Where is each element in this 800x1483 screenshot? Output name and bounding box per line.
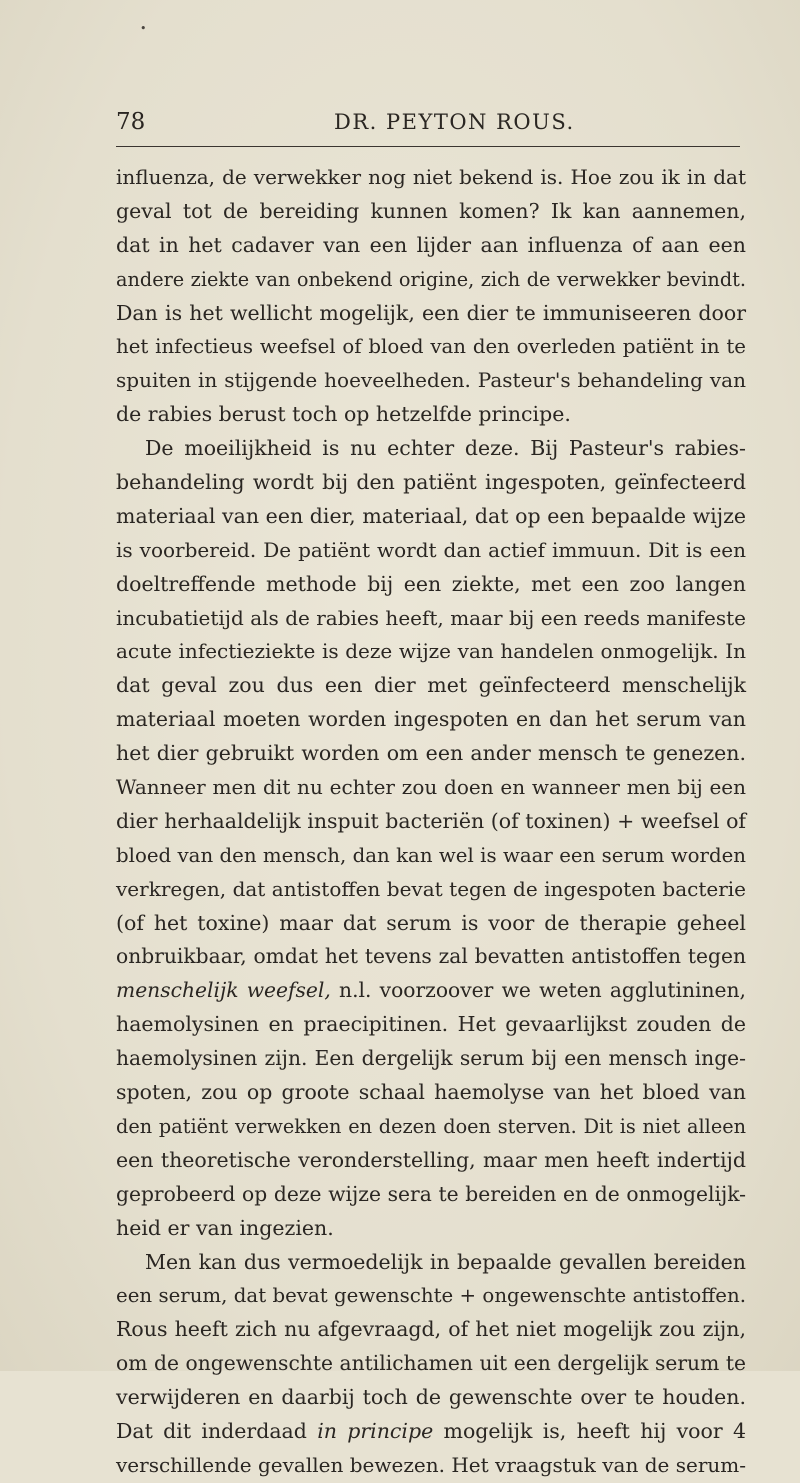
page-number: 78 [116,109,146,135]
running-head: DR. PEYTON ROUS. [334,110,575,134]
text-line: Men kan dus vermoedelijk in bepaalde gevallen bereiden [145,1249,746,1274]
text-line: verwijderen en daarbij toch de gewenschte over te houden. [116,1385,746,1410]
text-line: (of het toxine) maar dat serum is voor de therapie geheel [116,910,746,935]
italic-text: in principe [317,1418,434,1443]
text-line: is voorbereid. De patiënt wordt dan actief immuun. Dit is een [116,537,746,562]
text-line: een theoretische veronderstelling, maar men heeft indertijd [116,1147,746,1172]
text-line: haemolysinen en praecipitinen. Het gevaarlijkst zouden de [116,1012,746,1037]
text-line: den patiënt verwekken en dezen doen sterven. Dit is niet alleen [116,1114,746,1138]
text-line: Dat dit inderdaad in principe mogelijk is, heeft hij voor 4 [116,1418,746,1443]
text-line: geprobeerd op deze wijze sera te bereiden en de onmogelijk- [116,1181,746,1206]
text-line: het infectieus weefsel of bloed van den overleden patiënt in te [116,335,746,359]
text-line: andere ziekte van onbekend origine, zich de verwekker bevindt. [116,267,746,291]
text-line: dier herhaaldelijk inspuit bacteriën (of toxinen) + weefsel of [116,808,746,833]
text-line: onbruikbaar, omdat het tevens zal bevatten antistoffen tegen [116,944,746,969]
text-line: haemolysinen zijn. Een dergelijk serum bij een mensch inge- [116,1046,746,1071]
text-line: het dier gebruikt worden om een ander mensch te genezen. [116,741,746,766]
text-line: spuiten in stijgende hoeveelheden. Pasteur's behandeling van [116,368,746,393]
text-line: behandeling wordt bij den patiënt ingespoten, geïnfecteerd [116,470,746,495]
body-text [116,161,746,1483]
text-line: geval tot de bereiding kunnen komen? Ik kan aannemen, [116,198,746,223]
text-line: menschelijk weefsel, n.l. voorzoover we weten agglutininen, [116,978,746,1003]
text-line: om de ongewenschte antilichamen uit een dergelijk serum te [116,1351,746,1376]
text-line: spoten, zou op groote schaal haemolyse van het bloed van [116,1080,746,1105]
text-line: Wanneer men dit nu echter zou doen en wanneer men bij een [116,775,746,800]
text-line: dat in het cadaver van een lijder aan influenza of aan een [116,232,746,257]
text-line: materiaal moeten worden ingespoten en dan het serum van [116,707,746,732]
text-line: bloed van den mensch, dan kan wel is waar een serum worden [116,843,746,867]
text-line: de rabies berust toch op hetzelfde principe. [116,402,571,427]
text-line: De moeilijkheid is nu echter deze. Bij Pasteur's rabies- [145,436,746,461]
text-line: Dan is het wellicht mogelijk, een dier te immuniseeren door [116,300,746,325]
text-line: verkregen, dat antistoffen bevat tegen de ingespoten bacterie [116,876,746,901]
page-header [116,106,740,146]
header-rule [116,146,740,147]
text-line: Rous heeft zich nu afgevraagd, of het niet mogelijk zou zijn, [116,1317,746,1342]
ink-speck: • [140,22,147,35]
italic-text: menschelijk weefsel, [116,978,331,1003]
text-line: influenza, de verwekker nog niet bekend is. Hoe zou ik in dat [116,165,746,189]
text-line: acute infectieziekte is deze wijze van handelen onmogelijk. In [116,639,746,664]
text-line: een serum, dat bevat gewenschte + ongewenschte antistoffen. [116,1284,746,1308]
text-line: heid er van ingezien. [116,1215,334,1240]
text-line: verschillende gevallen bewezen. Het vraagstuk van de serum- [116,1452,746,1477]
text-line: dat geval zou dus een dier met geïnfecteerd menschelijk [116,673,746,698]
text-line: doeltreffende methode bij een ziekte, met een zoo langen [116,571,746,596]
text-line: incubatietijd als de rabies heeft, maar bij een reeds manifeste [116,605,746,630]
text-line: materiaal van een dier, materiaal, dat op een bepaalde wijze [116,503,746,528]
